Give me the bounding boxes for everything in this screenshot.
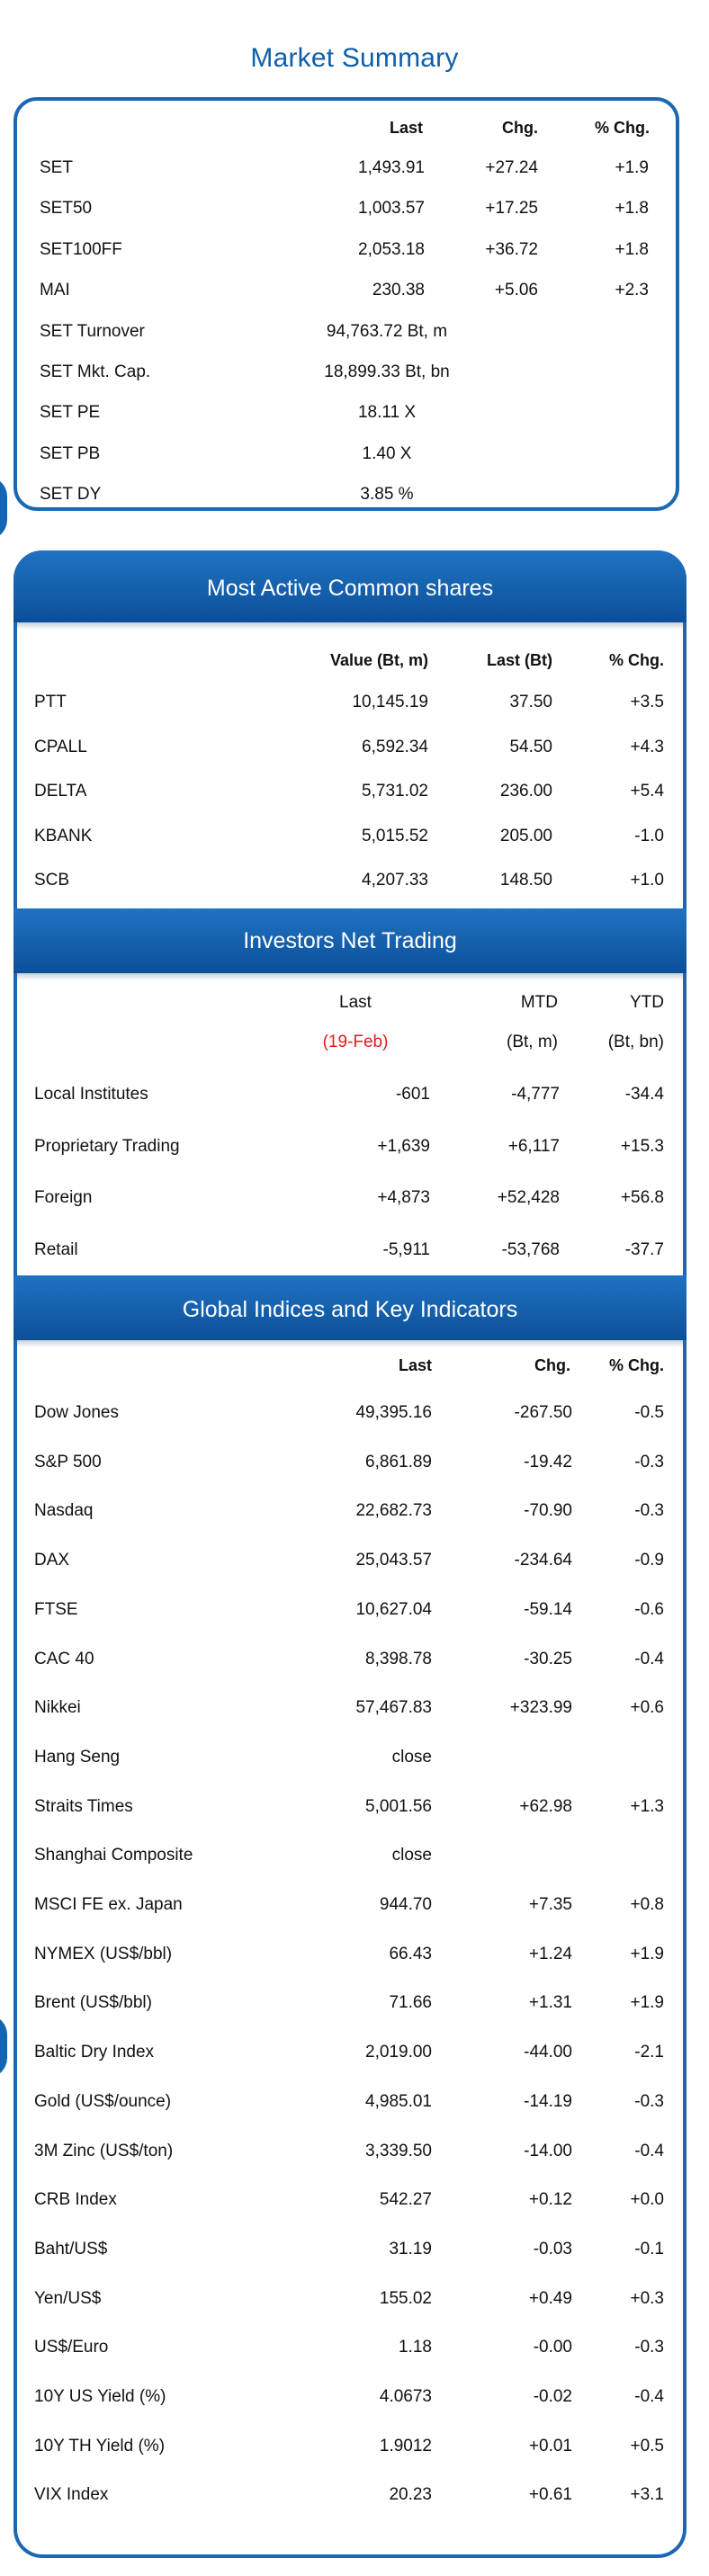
active-row-value: 10,145.19 (352, 693, 428, 711)
global-row-last: 25,043.57 (355, 1551, 432, 1570)
global-row-last: 20.23 (389, 2485, 432, 2505)
market-row-last: 1,003.57 (358, 199, 425, 219)
global-row-pct: -0.4 (634, 2387, 664, 2406)
col-header-mtd: MTD (520, 993, 558, 1012)
global-row-last: 5,001.56 (365, 1796, 432, 1816)
global-row-pct: +0.0 (630, 2190, 664, 2210)
global-row-name: Shanghai Composite (34, 1846, 193, 1865)
global-row-name: VIX Index (34, 2485, 109, 2505)
global-row-pct: +0.5 (630, 2436, 664, 2455)
most-active-header (13, 550, 687, 622)
global-row-chg: +0.49 (528, 2288, 572, 2308)
global-row-chg: -19.42 (524, 1452, 572, 1471)
global-row-name: 3M Zinc (US$/ton) (34, 2141, 174, 2160)
global-title: Global Indices and Key Indicators (182, 1297, 518, 1322)
global-row-pct: +0.3 (630, 2288, 664, 2308)
active-row-name: SCB (34, 871, 70, 890)
global-row-pct: -0.9 (634, 1551, 664, 1570)
col-unit-ytd: (Bt, bn) (607, 1033, 664, 1051)
global-row-name: Yen/US$ (34, 2288, 102, 2308)
investor-row-mtd: +52,428 (497, 1188, 560, 1207)
global-row-chg: +7.35 (528, 1895, 572, 1914)
global-row-pct: +1.9 (630, 1993, 664, 2013)
investor-row-name: Foreign (34, 1188, 93, 1207)
col-header-chg: Chg. (502, 119, 538, 137)
global-row-last: 944.70 (379, 1895, 432, 1914)
global-row-last: 155.02 (379, 2288, 432, 2308)
investor-row-name: Local Institutes (34, 1085, 148, 1104)
market-row-chg: +17.25 (485, 199, 538, 219)
col-header-pct: % Chg. (609, 1356, 664, 1374)
global-row-name: 10Y US Yield (%) (34, 2387, 166, 2406)
global-row-pct: -0.3 (634, 1501, 664, 1521)
col-header-pct: % Chg. (609, 651, 664, 669)
global-row-pct: -0.5 (634, 1403, 664, 1422)
market-row-name: SET PB (40, 443, 101, 463)
investor-row-ytd: -37.7 (624, 1239, 664, 1259)
global-row-last: 4.0673 (379, 2387, 432, 2406)
col-unit-mtd: (Bt, m) (507, 1033, 558, 1051)
active-row-name: PTT (34, 693, 67, 711)
active-row-pct: +1.0 (630, 871, 664, 890)
global-row-name: Hang Seng (34, 1747, 121, 1767)
market-row-name: SET PE (40, 403, 101, 423)
col-header-value: Value (Bt, m) (329, 651, 428, 669)
global-row-last: 1.18 (399, 2338, 432, 2357)
market-summary-title: Market Summary (250, 43, 459, 73)
global-row-name: Brent (US$/bbl) (34, 1993, 152, 2013)
col-header-last: Last (339, 993, 372, 1012)
global-row-name: US$/Euro (34, 2338, 109, 2357)
investor-row-last: +1,639 (377, 1136, 430, 1156)
global-row-name: Nikkei (34, 1698, 81, 1718)
global-row-last: 22,682.73 (355, 1501, 432, 1521)
global-row-name: CRB Index (34, 2190, 117, 2210)
investor-row-mtd: -53,768 (501, 1239, 560, 1259)
global-row-pct: -2.1 (634, 2043, 664, 2062)
date-label: (19-Feb) (322, 1033, 389, 1051)
investor-row-last: -5,911 (382, 1239, 430, 1259)
active-row-pct: +3.5 (630, 693, 664, 711)
active-row-name: DELTA (34, 782, 87, 801)
market-row-name: SET50 (40, 199, 93, 219)
global-row-last: 542.27 (379, 2190, 432, 2210)
market-row-pct: +2.3 (615, 281, 649, 300)
global-row-chg: -14.19 (524, 2091, 572, 2111)
global-row-pct: -0.4 (634, 1649, 664, 1668)
col-header-ytd: YTD (630, 993, 664, 1012)
col-header-pct: % Chg. (595, 119, 650, 137)
market-row-last: 18,899.33 Bt, bn (324, 362, 450, 381)
global-row-name: FTSE (34, 1599, 78, 1619)
global-row-pct: -0.3 (634, 2091, 664, 2111)
global-row-last: close (391, 1846, 432, 1865)
market-row-last: 1.40 X (362, 443, 412, 463)
global-row-last: 4,985.01 (365, 2091, 432, 2111)
global-row-pct: -0.1 (634, 2239, 664, 2258)
global-row-last: 31.19 (389, 2239, 432, 2258)
col-header-last: Last (398, 1356, 432, 1374)
col-header-last-bt: Last (Bt) (487, 651, 552, 669)
market-row-name: SET DY (40, 485, 102, 505)
global-row-name: Nasdaq (34, 1501, 94, 1521)
active-row-last: 37.50 (509, 693, 552, 711)
global-row-last: 57,467.83 (355, 1698, 432, 1718)
global-row-last: 3,339.50 (365, 2141, 432, 2160)
active-row-name: CPALL (34, 737, 87, 756)
market-row-chg: +27.24 (485, 158, 538, 177)
global-row-chg: +1.24 (528, 1944, 572, 1963)
global-row-chg: -59.14 (524, 1599, 572, 1619)
global-row-pct: -0.3 (634, 1452, 664, 1471)
market-row-name: SET Turnover (40, 321, 145, 341)
market-row-pct: +1.8 (615, 239, 649, 259)
investor-row-ytd: +56.8 (620, 1188, 664, 1207)
market-row-last: 1,493.91 (358, 158, 425, 177)
global-row-chg: +0.01 (528, 2436, 572, 2455)
global-row-name: Straits Times (34, 1796, 133, 1816)
global-row-chg: -44.00 (524, 2043, 572, 2062)
investors-title: Investors Net Trading (243, 928, 457, 953)
active-row-pct: +4.3 (630, 737, 664, 756)
most-active-title: Most Active Common shares (206, 576, 494, 601)
global-row-pct: -0.4 (634, 2141, 664, 2160)
market-row-name: SET Mkt. Cap. (40, 362, 151, 381)
active-row-name: KBANK (34, 826, 93, 845)
global-row-name: Baht/US$ (34, 2239, 108, 2258)
global-row-last: 2,019.00 (365, 2043, 432, 2062)
market-row-name: MAI (40, 281, 70, 300)
market-row-last: 230.38 (372, 281, 425, 300)
active-row-last: 54.50 (509, 737, 552, 756)
market-row-chg: +5.06 (494, 281, 538, 300)
active-row-value: 5,731.02 (362, 782, 428, 801)
global-row-last: 71.66 (389, 1993, 432, 2013)
active-row-pct: +5.4 (630, 782, 664, 801)
global-row-last: 10,627.04 (355, 1599, 432, 1619)
active-row-value: 6,592.34 (362, 737, 428, 756)
investor-row-ytd: +15.3 (620, 1136, 664, 1156)
global-row-pct: +1.3 (630, 1796, 664, 1816)
market-row-name: SET100FF (40, 239, 122, 259)
active-row-last: 205.00 (499, 826, 552, 845)
market-row-last: 2,053.18 (358, 239, 425, 259)
global-row-chg: +323.99 (509, 1698, 572, 1718)
global-row-name: S&P 500 (34, 1452, 102, 1471)
global-row-last: 6,861.89 (365, 1452, 432, 1471)
investor-row-ytd: -34.4 (624, 1085, 664, 1104)
global-row-chg: +0.61 (528, 2485, 572, 2505)
investor-row-mtd: -4,777 (511, 1085, 560, 1104)
market-row-pct: +1.8 (615, 199, 649, 219)
investor-row-name: Retail (34, 1239, 78, 1259)
global-row-name: Dow Jones (34, 1403, 119, 1422)
global-row-last: 1.9012 (379, 2436, 432, 2455)
global-row-name: 10Y TH Yield (%) (34, 2436, 166, 2455)
market-row-name: SET (40, 158, 73, 177)
active-row-pct: -1.0 (634, 826, 664, 845)
global-header (13, 1275, 687, 1340)
global-row-chg: -0.00 (533, 2338, 572, 2357)
global-row-name: CAC 40 (34, 1649, 94, 1668)
global-row-chg: -70.90 (524, 1501, 572, 1521)
market-row-pct: +1.9 (615, 158, 649, 177)
global-row-last: 66.43 (389, 1944, 432, 1963)
global-row-chg: -267.50 (514, 1403, 572, 1422)
market-row-last: 94,763.72 Bt, m (326, 321, 448, 341)
global-row-pct: +1.9 (630, 1944, 664, 1963)
global-row-chg: -0.02 (533, 2387, 572, 2406)
global-row-name: NYMEX (US$/bbl) (34, 1944, 173, 1963)
global-row-name: MSCI FE ex. Japan (34, 1895, 183, 1914)
investors-header (13, 908, 687, 973)
global-row-chg: -14.00 (524, 2141, 572, 2160)
global-row-name: Gold (US$/ounce) (34, 2091, 172, 2111)
global-row-pct: -0.6 (634, 1599, 664, 1619)
active-row-value: 5,015.52 (362, 826, 428, 845)
col-header-chg: Chg. (534, 1356, 570, 1374)
global-row-name: DAX (34, 1551, 70, 1570)
global-row-pct: +3.1 (630, 2485, 664, 2505)
global-row-chg: +1.31 (528, 1993, 572, 2013)
global-row-last: 49,395.16 (355, 1403, 432, 1422)
global-row-chg: +0.12 (528, 2190, 572, 2210)
active-row-last: 236.00 (499, 782, 552, 801)
col-header-last: Last (389, 119, 423, 137)
global-row-name: Baltic Dry Index (34, 2043, 155, 2062)
global-row-last: 8,398.78 (365, 1649, 432, 1668)
investor-row-name: Proprietary Trading (34, 1136, 180, 1156)
investor-row-last: -601 (395, 1085, 430, 1104)
global-row-chg: +62.98 (519, 1796, 572, 1816)
global-row-chg: -30.25 (524, 1649, 572, 1668)
investor-row-mtd: +6,117 (507, 1136, 560, 1156)
global-row-pct: +0.8 (630, 1895, 664, 1914)
market-row-last: 18.11 X (357, 403, 417, 423)
active-row-value: 4,207.33 (362, 871, 428, 890)
active-row-last: 148.50 (499, 871, 552, 890)
edge-decoration (0, 477, 7, 540)
global-row-pct: +0.6 (630, 1698, 664, 1718)
global-row-pct: -0.3 (634, 2338, 664, 2357)
edge-decoration (0, 2015, 7, 2078)
market-row-chg: +36.72 (485, 239, 538, 259)
global-row-chg: -0.03 (533, 2239, 572, 2258)
global-row-last: close (391, 1747, 432, 1767)
investor-row-last: +4,873 (377, 1188, 430, 1207)
market-row-last: 3.85 % (360, 485, 414, 505)
global-row-chg: -234.64 (514, 1551, 572, 1570)
